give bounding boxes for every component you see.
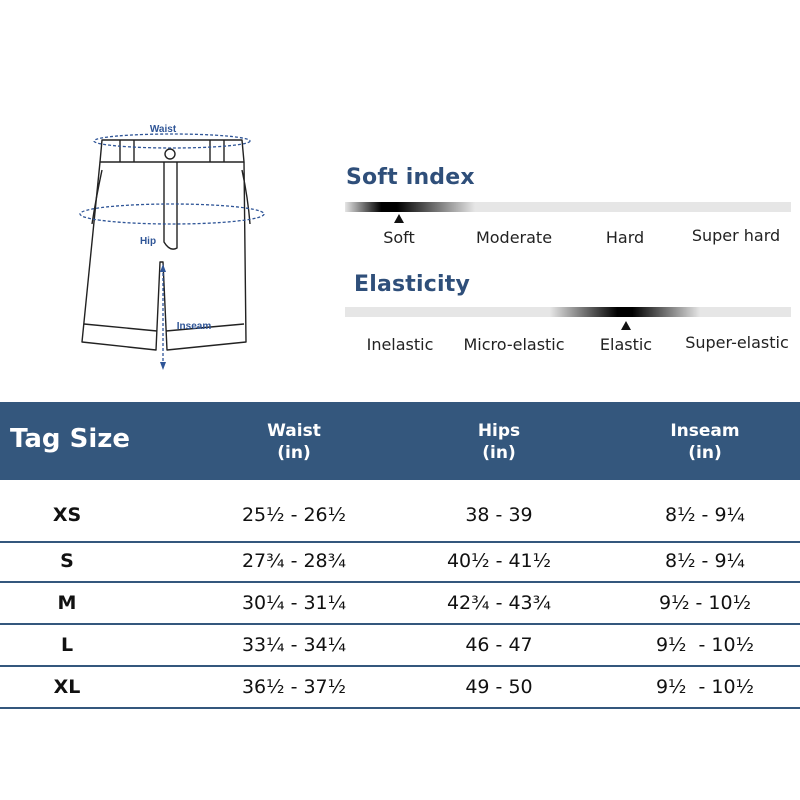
soft-index-scale bbox=[345, 202, 791, 212]
waist-column-unit: (in) bbox=[277, 443, 311, 463]
inseam-column-header bbox=[625, 420, 785, 464]
inseam-column-unit: (in) bbox=[688, 443, 722, 463]
waist-label: Waist bbox=[149, 124, 177, 135]
elasticity-scale bbox=[345, 307, 791, 317]
hips-column-unit: (in) bbox=[482, 443, 516, 463]
waist-cell: 30¼ - 31¼ bbox=[241, 592, 347, 614]
elasticity-title: Elasticity bbox=[354, 272, 471, 297]
tag-size-cell: M bbox=[57, 592, 77, 614]
hips-column-name: Hips bbox=[477, 421, 521, 441]
waist-cell: 33¼ - 34¼ bbox=[241, 634, 347, 656]
table-row bbox=[0, 495, 800, 535]
waist-cell: 25½ - 26½ bbox=[241, 504, 347, 526]
row-divider bbox=[0, 707, 800, 709]
soft-option-hard: Hard bbox=[605, 228, 645, 247]
soft-option-super-hard: Super hard bbox=[691, 226, 781, 245]
inseam-cell: 9½ - 10½ bbox=[655, 634, 755, 656]
inseam-label: Inseam bbox=[176, 321, 212, 332]
elasticity-option-micro-elastic: Micro-elastic bbox=[463, 335, 565, 354]
waist-cell: 27¾ - 28¾ bbox=[241, 550, 347, 572]
tag-size-cell: XL bbox=[53, 676, 81, 698]
hips-cell: 40½ - 41½ bbox=[446, 550, 552, 572]
tag-size-cell: S bbox=[60, 550, 74, 572]
elasticity-option-super-elastic: Super-elastic bbox=[685, 333, 789, 352]
soft-option-moderate: Moderate bbox=[475, 228, 553, 247]
tag-size-cell: XS bbox=[52, 504, 82, 526]
inseam-cell: 8½ - 9¼ bbox=[665, 550, 745, 572]
shorts-measurement-diagram bbox=[60, 110, 300, 390]
elasticity-option-inelastic: Inelastic bbox=[366, 335, 434, 354]
tag-size-header: Tag Size bbox=[10, 424, 130, 454]
waist-column-name: Waist bbox=[267, 421, 321, 441]
hips-column-header bbox=[419, 420, 579, 464]
soft-option-soft: Soft bbox=[383, 228, 415, 247]
soft-index-marker-icon bbox=[394, 214, 404, 223]
button-icon bbox=[165, 149, 175, 159]
inseam-column-name: Inseam bbox=[670, 421, 740, 441]
waist-cell: 36½ - 37½ bbox=[241, 676, 347, 698]
hip-label: Hip bbox=[139, 236, 157, 247]
inseam-cell: 8½ - 9¼ bbox=[665, 504, 745, 526]
hips-cell: 49 - 50 bbox=[465, 676, 533, 698]
hips-cell: 42¾ - 43¾ bbox=[446, 592, 552, 614]
tag-size-cell: L bbox=[60, 634, 74, 656]
hips-cell: 46 - 47 bbox=[465, 634, 533, 656]
table-row bbox=[0, 667, 800, 707]
soft-index-title: Soft index bbox=[346, 165, 475, 190]
elasticity-option-elastic: Elastic bbox=[599, 335, 653, 354]
size-chart-table bbox=[0, 402, 800, 709]
table-row bbox=[0, 583, 800, 623]
table-row bbox=[0, 541, 800, 581]
table-row bbox=[0, 625, 800, 665]
table-header bbox=[0, 402, 800, 480]
hips-cell: 38 - 39 bbox=[465, 504, 533, 526]
inseam-cell: 9½ - 10½ bbox=[658, 592, 752, 614]
inseam-cell: 9½ - 10½ bbox=[655, 676, 755, 698]
elasticity-marker-icon bbox=[621, 321, 631, 330]
waist-column-header bbox=[214, 420, 374, 464]
